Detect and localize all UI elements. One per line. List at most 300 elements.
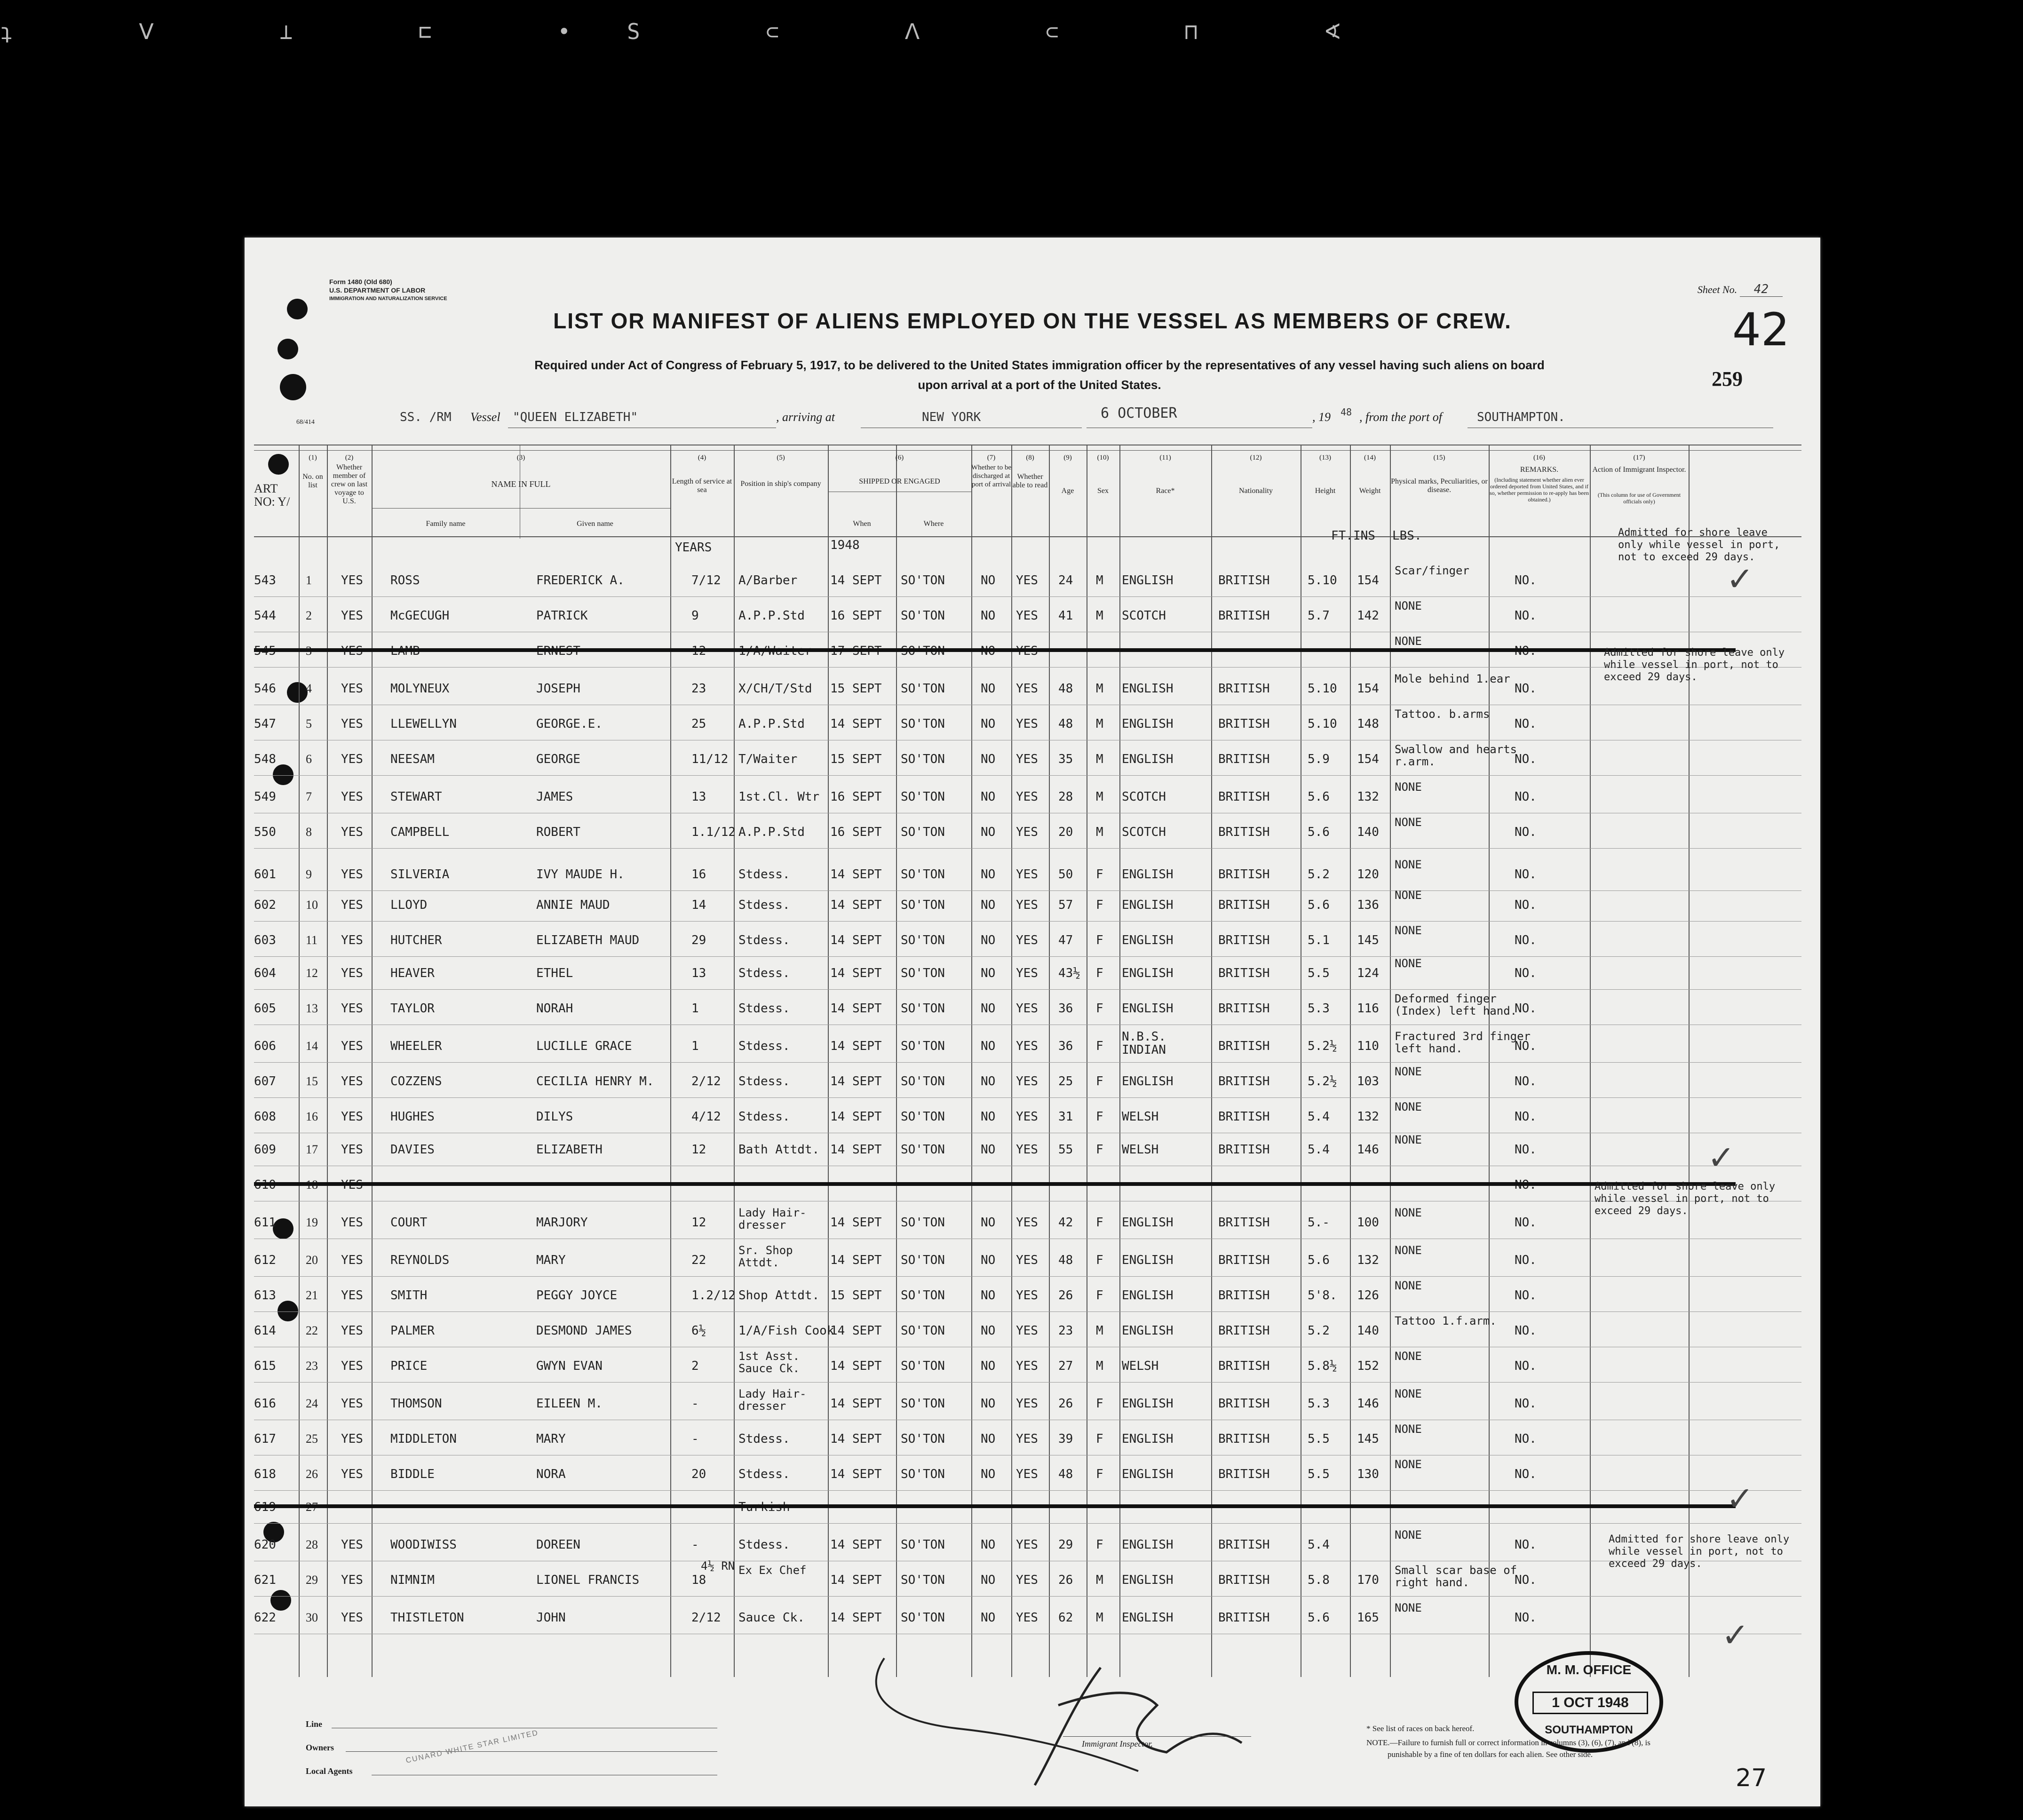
able-to-read-cell: YES: [1016, 1467, 1038, 1481]
col-num: (3): [516, 454, 525, 461]
weight-cell: 140: [1357, 825, 1379, 839]
remarks-cell: NO.: [1515, 1216, 1537, 1230]
col-num: (8): [1026, 454, 1034, 461]
position-cell: Stdess.: [738, 1110, 790, 1124]
engaged-when-cell: 14 SEPT: [830, 573, 882, 588]
engaged-when-cell: 14 SEPT: [830, 1538, 882, 1552]
given-name-cell: GWYN EVAN: [536, 1359, 603, 1373]
col-num: (4): [698, 454, 706, 461]
position-cell: Stdess.: [738, 898, 790, 912]
weight-cell: 146: [1357, 1397, 1379, 1411]
able-to-read-cell: YES: [1016, 1216, 1038, 1230]
nationality-cell: BRITISH: [1218, 1611, 1270, 1625]
height-cell: 5.2: [1308, 867, 1330, 882]
engaged-when-cell: 14 SEPT: [830, 1573, 882, 1587]
list-no-cell: 16: [306, 1110, 318, 1123]
position-cell: Stdess.: [738, 1432, 790, 1446]
discharged-cell: NO: [981, 1359, 996, 1373]
engaged-when-cell: 14 SEPT: [830, 1039, 882, 1053]
physical-marks-cell: Deformed finger (Index) left hand.: [1395, 992, 1517, 1017]
race-cell: ENGLISH: [1122, 573, 1174, 588]
engaged-when-cell: 14 SEPT: [830, 1324, 882, 1338]
given-name-cell: NORAH: [536, 1001, 573, 1016]
nationality-cell: BRITISH: [1218, 573, 1270, 588]
height-cell: 5.2: [1308, 1324, 1330, 1338]
position-cell: Stdess.: [738, 1001, 790, 1016]
discharged-cell: NO: [981, 867, 996, 882]
weight-cell: 170: [1357, 1573, 1379, 1587]
service-length-cell: 4/12: [691, 1110, 721, 1124]
col-num: (10): [1097, 454, 1109, 461]
height-cell: 5.2½: [1308, 1039, 1337, 1053]
family-name-cell: NIMNIM: [390, 1573, 435, 1587]
service-length-cell: 12: [691, 1216, 706, 1230]
height-cell: 5.10: [1308, 717, 1337, 731]
year-prefix: , 19: [1312, 410, 1331, 424]
art-no-cell: 608: [254, 1110, 276, 1124]
year-suffix: 48: [1341, 406, 1352, 418]
engaged-when-cell: 14 SEPT: [830, 1359, 882, 1373]
line-label: Line: [306, 1719, 323, 1729]
family-name-cell: COZZENS: [390, 1074, 442, 1089]
discharged-cell: NO: [981, 790, 996, 804]
list-no-cell: 15: [306, 1074, 318, 1088]
list-no-cell: 30: [306, 1611, 318, 1624]
family-name-cell: MOLYNEUX: [390, 682, 450, 696]
able-to-read-cell: YES: [1016, 1253, 1038, 1267]
remarks-cell: NO.: [1515, 609, 1537, 623]
physical-marks-cell: NONE: [1395, 1065, 1422, 1078]
physical-marks-cell: NONE: [1395, 957, 1422, 970]
engaged-when-cell: 14 SEPT: [830, 1110, 882, 1124]
weight-cell: 103: [1357, 1074, 1379, 1089]
able-to-read-cell: YES: [1016, 867, 1038, 882]
years-unit: YEARS: [675, 540, 712, 555]
sex-cell: F: [1096, 1039, 1103, 1053]
list-no-cell: 14: [306, 1039, 318, 1053]
height-cell: 5.6: [1308, 1253, 1330, 1267]
from-label: , from the port of: [1359, 410, 1442, 424]
discharged-cell: NO: [981, 1538, 996, 1552]
age-cell: 20: [1058, 825, 1073, 839]
physical-marks-cell: Scar/finger: [1395, 564, 1469, 577]
list-no-cell: 13: [306, 1001, 318, 1015]
physical-marks-cell: NONE: [1395, 1458, 1422, 1471]
physical-marks-cell: NONE: [1395, 816, 1422, 829]
last-voyage-cell: YES: [341, 790, 363, 804]
sex-cell: M: [1096, 1324, 1103, 1338]
list-no-cell: 12: [306, 966, 318, 980]
age-cell: 24: [1058, 573, 1073, 588]
height-cell: 5.7: [1308, 609, 1330, 623]
given-name-cell: DILYS: [536, 1110, 573, 1124]
remarks-cell: NO.: [1515, 867, 1537, 882]
sex-cell: F: [1096, 966, 1103, 980]
art-no-cell: 548: [254, 752, 276, 766]
sex-cell: F: [1096, 933, 1103, 947]
given-name-cell: MARY: [536, 1432, 566, 1446]
height-cell: 5.9: [1308, 752, 1330, 766]
remarks-cell: NO.: [1515, 717, 1537, 731]
subtitle-line: upon arrival at a port of the United States.: [918, 378, 1161, 392]
engaged-where-cell: SO'TON: [901, 752, 945, 766]
art-no-cell: 605: [254, 1001, 276, 1016]
race-cell: ENGLISH: [1122, 1538, 1174, 1552]
list-no-cell: 22: [306, 1324, 318, 1337]
height-cell: 5.6: [1308, 1611, 1330, 1625]
race-cell: ENGLISH: [1122, 966, 1174, 980]
nationality-cell: BRITISH: [1218, 1359, 1270, 1373]
given-name-cell: MARY: [536, 1253, 566, 1267]
nationality-cell: BRITISH: [1218, 1397, 1270, 1411]
service-length-cell: 1.1/12: [691, 825, 736, 839]
position-cell: A.P.P.Std: [738, 609, 805, 623]
list-no-cell: 21: [306, 1288, 318, 1302]
height-unit: FT.INS: [1331, 529, 1375, 543]
col-num: (2): [345, 454, 354, 461]
age-cell: 35: [1058, 752, 1073, 766]
remarks-cell: NO.: [1515, 790, 1537, 804]
arriving-label: , arriving at: [776, 410, 835, 424]
able-to-read-cell: YES: [1016, 1538, 1038, 1552]
col-header-last-voyage: Whether member of crew on last voyage to U.S.: [331, 463, 368, 505]
given-name-cell: LIONEL FRANCIS: [536, 1573, 640, 1587]
age-cell: 28: [1058, 790, 1073, 804]
able-to-read-cell: YES: [1016, 1039, 1038, 1053]
service-length-cell: 13: [691, 790, 706, 804]
weight-cell: 130: [1357, 1467, 1379, 1481]
last-voyage-cell: YES: [341, 1074, 363, 1089]
check-mark-icon: ✓: [1722, 1616, 1749, 1654]
col-header-position: Position in ship's company: [740, 480, 821, 488]
remarks-cell: NO.: [1515, 573, 1537, 588]
remarks-cell: NO.: [1515, 1573, 1537, 1587]
height-cell: 5.10: [1308, 573, 1337, 588]
sheet-number: [1698, 282, 1783, 296]
arrival-date: 6 OCTOBER: [1101, 405, 1177, 421]
nationality-cell: BRITISH: [1218, 1538, 1270, 1552]
art-no-header: ART NO: Y/: [254, 482, 290, 509]
height-cell: 5.6: [1308, 898, 1330, 912]
art-no-cell: 601: [254, 867, 276, 882]
able-to-read-cell: YES: [1016, 1074, 1038, 1089]
family-name-cell: TAYLOR: [390, 1001, 435, 1016]
weight-cell: 132: [1357, 1253, 1379, 1267]
weight-cell: 132: [1357, 1110, 1379, 1124]
engaged-when-cell: 14 SEPT: [830, 1143, 882, 1157]
stamp-top: M. M. OFFICE: [1546, 1662, 1632, 1677]
race-cell: ENGLISH: [1122, 867, 1174, 882]
weight-unit: LBS.: [1392, 529, 1422, 543]
age-cell: 47: [1058, 933, 1073, 947]
last-voyage-cell: YES: [341, 717, 363, 731]
last-voyage-cell: YES: [341, 1110, 363, 1124]
age-cell: 36: [1058, 1001, 1073, 1016]
inspector-note: Admitted for shore leave only while vessel in port, not to exceed 29 days.: [1604, 647, 1785, 683]
nationality-cell: BRITISH: [1218, 1288, 1270, 1303]
sex-cell: F: [1096, 1001, 1103, 1016]
col-header-where: Where: [923, 520, 944, 528]
discharged-cell: NO: [981, 1573, 996, 1587]
col-header-weight: Weight: [1359, 487, 1381, 495]
strike-through-line: [254, 1182, 1736, 1186]
nationality-cell: BRITISH: [1218, 966, 1270, 980]
remarks-cell: NO.: [1515, 898, 1537, 912]
col-num: (9): [1063, 454, 1072, 461]
list-no-cell: 10: [306, 898, 318, 912]
corner-number: 27: [1736, 1764, 1767, 1792]
page-title: LIST OR MANIFEST OF ALIENS EMPLOYED ON THE VESSEL AS MEMBERS OF CREW.: [553, 309, 1512, 333]
age-cell: 26: [1058, 1573, 1073, 1587]
family-name-cell: MIDDLETON: [390, 1432, 457, 1446]
weight-cell: 126: [1357, 1288, 1379, 1303]
remarks-cell: NO.: [1515, 1324, 1537, 1338]
weight-cell: 140: [1357, 1324, 1379, 1338]
art-no-cell: 622: [254, 1611, 276, 1625]
last-voyage-cell: YES: [341, 1253, 363, 1267]
form-line: IMMIGRATION AND NATURALIZATION SERVICE: [329, 296, 447, 302]
race-note: * See list of races on back hereof.: [1366, 1724, 1475, 1733]
vessel-type: SS. /RM: [400, 410, 452, 424]
age-cell: 48: [1058, 1467, 1073, 1481]
list-no-cell: 25: [306, 1432, 318, 1446]
age-cell: 26: [1058, 1288, 1073, 1303]
position-cell: Stdess.: [738, 1039, 790, 1053]
race-cell: ENGLISH: [1122, 1324, 1174, 1338]
physical-marks-cell: NONE: [1395, 858, 1422, 871]
weight-cell: 148: [1357, 717, 1379, 731]
family-name-cell: REYNOLDS: [390, 1253, 450, 1267]
list-no-cell: 28: [306, 1538, 318, 1551]
race-cell: ENGLISH: [1122, 1397, 1174, 1411]
handwritten-sheet-number: 42: [1732, 303, 1790, 356]
col-num: (15): [1433, 454, 1445, 461]
col-header-family-name: Family name: [426, 520, 466, 528]
weight-cell: 154: [1357, 752, 1379, 766]
engaged-where-cell: SO'TON: [901, 1432, 945, 1446]
col-header-name: NAME IN FULL: [491, 479, 551, 489]
remarks-cell: NO.: [1515, 682, 1537, 696]
last-voyage-cell: YES: [341, 1039, 363, 1053]
sex-cell: M: [1096, 717, 1103, 731]
remarks-cell: NO.: [1515, 1611, 1537, 1625]
service-length-cell: 20: [691, 1467, 706, 1481]
family-name-cell: BIDDLE: [390, 1467, 435, 1481]
col-header-discharged: Whether to be discharged at port of arrival: [971, 464, 1011, 488]
form-number-block: [329, 278, 447, 303]
art-no-cell: 550: [254, 825, 276, 839]
list-no-cell: 29: [306, 1573, 318, 1587]
discharged-cell: NO: [981, 717, 996, 731]
service-length-cell: -: [691, 1538, 699, 1552]
list-no-cell: 8: [306, 825, 312, 839]
last-voyage-cell: YES: [341, 1432, 363, 1446]
nationality-cell: BRITISH: [1218, 933, 1270, 947]
position-cell: A.P.P.Std: [738, 825, 805, 839]
last-voyage-cell: YES: [341, 867, 363, 882]
list-no-cell: 4: [306, 682, 312, 695]
engaged-where-cell: SO'TON: [901, 573, 945, 588]
col-header-service: Length of service at sea: [672, 477, 732, 494]
sex-cell: F: [1096, 1288, 1103, 1303]
race-cell: ENGLISH: [1122, 1432, 1174, 1446]
list-no-cell: 9: [306, 867, 312, 881]
service-length-cell: -: [691, 1397, 699, 1411]
age-cell: 43½: [1058, 966, 1080, 980]
art-no-cell: 547: [254, 717, 276, 731]
sheet-no-label: Sheet No.: [1697, 284, 1737, 295]
service-length-cell: 12: [691, 1143, 706, 1157]
engaged-where-cell: SO'TON: [901, 1253, 945, 1267]
inspector-note: Admitted for shore leave only while vessel in port, not to exceed 29 days.: [1595, 1181, 1776, 1217]
service-length-cell: 25: [691, 717, 706, 731]
nationality-cell: BRITISH: [1218, 825, 1270, 839]
able-to-read-cell: YES: [1016, 1432, 1038, 1446]
able-to-read-cell: YES: [1016, 966, 1038, 980]
col-header-age: Age: [1061, 487, 1074, 495]
remarks-cell: NO.: [1515, 752, 1537, 766]
engaged-when-cell: 15 SEPT: [830, 682, 882, 696]
given-name-cell: FREDERICK A.: [536, 573, 625, 588]
nationality-cell: BRITISH: [1218, 1039, 1270, 1053]
col-num: (7): [987, 454, 996, 461]
position-cell: T/Waiter: [738, 752, 798, 766]
family-name-cell: LLEWELLYN: [390, 717, 457, 731]
last-voyage-cell: YES: [341, 682, 363, 696]
sex-cell: M: [1096, 1359, 1103, 1373]
position-cell: X/CH/T/Std: [738, 682, 812, 696]
punch-hole: [278, 339, 298, 359]
family-name-cell: THOMSON: [390, 1397, 442, 1411]
weight-cell: 146: [1357, 1143, 1379, 1157]
given-name-cell: ROBERT: [536, 825, 580, 839]
engaged-where-cell: SO'TON: [901, 717, 945, 731]
service-length-cell: 2: [691, 1359, 699, 1373]
col-header-physical-marks: Physical marks, Peculiarities, or disease.: [1391, 477, 1488, 494]
last-voyage-cell: YES: [341, 1573, 363, 1587]
service-length-cell: 7/12: [691, 573, 721, 588]
nationality-cell: BRITISH: [1218, 790, 1270, 804]
stamp-bottom: SOUTHAMPTON: [1545, 1724, 1633, 1736]
given-name-cell: DOREEN: [536, 1538, 580, 1552]
page-subtitle: [470, 355, 1609, 395]
form-line: U.S. DEPARTMENT OF LABOR: [329, 286, 426, 294]
engaged-when-cell: 14 SEPT: [830, 1397, 882, 1411]
list-no-cell: 7: [306, 790, 312, 803]
age-cell: 29: [1058, 1538, 1073, 1552]
age-cell: 50: [1058, 867, 1073, 882]
family-name-cell: ROSS: [390, 573, 420, 588]
sex-cell: M: [1096, 573, 1103, 588]
position-cell: Shop Attdt.: [738, 1288, 820, 1303]
last-voyage-cell: YES: [341, 1001, 363, 1016]
list-no-cell: 5: [306, 717, 312, 731]
owners-label: Owners: [306, 1743, 334, 1752]
discharged-cell: NO: [981, 682, 996, 696]
engaged-where-cell: SO'TON: [901, 1288, 945, 1303]
col-num: (16): [1533, 454, 1545, 461]
sex-cell: M: [1096, 790, 1103, 804]
col-header-nationality: Nationality: [1239, 487, 1273, 495]
stamp-date: 1 OCT 1948: [1532, 1692, 1648, 1714]
able-to-read-cell: YES: [1016, 1359, 1038, 1373]
able-to-read-cell: YES: [1016, 1288, 1038, 1303]
nationality-cell: BRITISH: [1218, 682, 1270, 696]
discharged-cell: NO: [981, 1467, 996, 1481]
art-no-cell: 615: [254, 1359, 276, 1373]
discharged-cell: NO: [981, 609, 996, 623]
engaged-where-cell: SO'TON: [901, 1573, 945, 1587]
service-length-cell: 13: [691, 966, 706, 980]
line-stamp: CUNARD WHITE STAR LIMITED: [405, 1729, 539, 1765]
given-name-cell: JOHN: [536, 1611, 566, 1625]
race-cell: WELSH: [1122, 1143, 1159, 1157]
service-length-cell: 1: [691, 1001, 699, 1016]
art-no-cell: 611: [254, 1216, 276, 1230]
height-cell: 5.6: [1308, 790, 1330, 804]
weight-cell: 124: [1357, 966, 1379, 980]
engaged-where-cell: SO'TON: [901, 1467, 945, 1481]
film-edge-markings: ʇ ᐯ ⊥ ⊏ •S ⊂ ᐱ ⊂ ⊓ ∢: [0, 19, 1398, 44]
physical-marks-cell: Small scar base of right hand.: [1395, 1564, 1517, 1589]
strike-through-line: [254, 1504, 1736, 1508]
engaged-where-cell: SO'TON: [901, 825, 945, 839]
able-to-read-cell: YES: [1016, 752, 1038, 766]
engaged-when-cell: 14 SEPT: [830, 867, 882, 882]
sex-cell: M: [1096, 752, 1103, 766]
position-cell: Stdess.: [738, 867, 790, 882]
sex-cell: F: [1096, 1216, 1103, 1230]
last-voyage-cell: YES: [341, 752, 363, 766]
art-no-cell: 617: [254, 1432, 276, 1446]
last-voyage-cell: YES: [341, 1324, 363, 1338]
inspector-label: Immigrant Inspector.: [1082, 1739, 1153, 1748]
age-cell: 41: [1058, 609, 1073, 623]
given-name-cell: MARJORY: [536, 1216, 588, 1230]
service-length-cell: 16: [691, 867, 706, 882]
col-header-race: Race*: [1156, 487, 1175, 495]
remarks-cell: NO.: [1515, 1253, 1537, 1267]
discharged-cell: NO: [981, 1001, 996, 1016]
engaged-when-cell: 16 SEPT: [830, 825, 882, 839]
given-name-cell: EILEEN M.: [536, 1397, 603, 1411]
punch-hole: [280, 374, 306, 400]
physical-marks-cell: Swallow and hearts r.arm.: [1395, 743, 1517, 768]
last-voyage-cell: YES: [341, 1538, 363, 1552]
fine-note-1: NOTE.—Failure to furnish full or correct information in columns (3), (6), (7), and (8), is: [1366, 1738, 1650, 1747]
sex-cell: F: [1096, 1143, 1103, 1157]
remarks-cell: NO.: [1515, 1039, 1537, 1053]
given-name-cell: GEORGE.E.: [536, 717, 603, 731]
race-cell: SCOTCH: [1122, 790, 1166, 804]
sex-cell: F: [1096, 1467, 1103, 1481]
remarks-cell: NO.: [1515, 1538, 1537, 1552]
age-cell: 55: [1058, 1143, 1073, 1157]
sex-cell: F: [1096, 898, 1103, 912]
manifest-sheet: [245, 238, 1820, 1806]
office-stamp: [1515, 1651, 1663, 1753]
agents-label: Local Agents: [306, 1766, 353, 1776]
family-name-cell: PALMER: [390, 1324, 435, 1338]
service-length-cell: 6½: [691, 1324, 706, 1338]
position-cell: Lady Hair- dresser: [738, 1387, 807, 1413]
race-cell: ENGLISH: [1122, 752, 1174, 766]
inspector-signature: [856, 1649, 1279, 1790]
height-cell: 5.3: [1308, 1397, 1330, 1411]
page-id: 259: [1712, 367, 1743, 390]
art-no-cell: 620: [254, 1538, 276, 1552]
weight-cell: 154: [1357, 682, 1379, 696]
